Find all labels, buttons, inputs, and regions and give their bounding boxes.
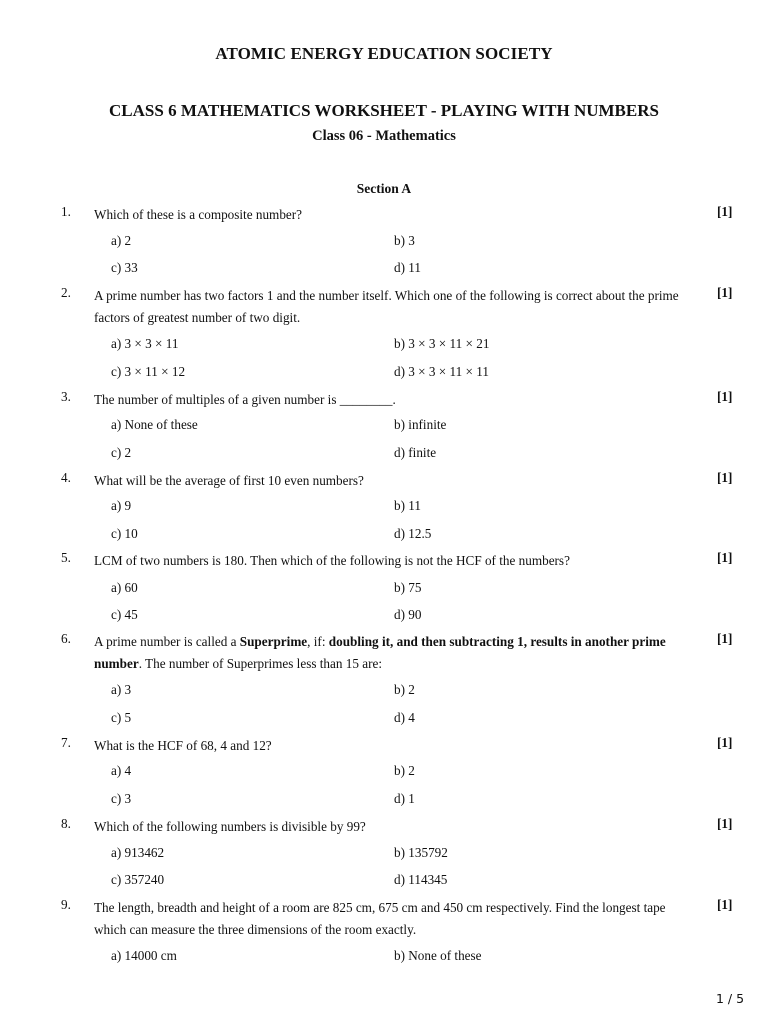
question-text: What is the HCF of 68, 4 and 12? <box>94 738 272 753</box>
option-d[interactable]: d) 11 <box>394 260 421 275</box>
worksheet-title: CLASS 6 MATHEMATICS WORKSHEET - PLAYING WITH NUMBERS <box>109 101 659 120</box>
option-b[interactable]: b) 75 <box>394 580 422 595</box>
option-d[interactable]: d) 4 <box>394 710 415 725</box>
option-a[interactable]: a) 3 <box>111 682 132 697</box>
option-b[interactable]: b) infinite <box>394 417 447 432</box>
page-number: 1 / 5 <box>716 991 745 1006</box>
option-a[interactable]: a) 60 <box>111 580 138 595</box>
option-b[interactable]: b) 2 <box>394 763 415 778</box>
option-b[interactable]: b) 3 × 3 × 11 × 21 <box>394 336 490 351</box>
question-marks: [1] <box>717 204 733 219</box>
question-text: LCM of two numbers is 180. Then which of the following is not the HCF of the numbers? <box>94 553 570 568</box>
question-number: 9. <box>61 897 71 912</box>
question-marks: [1] <box>717 470 733 485</box>
question-marks: [1] <box>717 816 733 831</box>
question-marks: [1] <box>717 897 733 912</box>
option-a[interactable]: a) 913462 <box>111 845 165 860</box>
question-text: What will be the average of first 10 even numbers? <box>94 473 364 488</box>
question-number: 1. <box>61 204 71 219</box>
option-c[interactable]: c) 45 <box>111 607 138 622</box>
option-a[interactable]: a) 3 × 3 × 11 <box>111 336 179 351</box>
question-text-line-2: factors of greatest number of two digit. <box>94 310 301 325</box>
question-text <box>94 631 700 675</box>
definition-text-end: number <box>94 656 139 671</box>
question-number: 2. <box>61 285 71 300</box>
option-b[interactable]: b) 11 <box>394 498 421 513</box>
question-text-part: . The number of Superprimes less than 15 are: <box>138 656 383 671</box>
question-marks: [1] <box>717 550 733 565</box>
term-superprime: Superprime <box>239 634 308 649</box>
option-d[interactable]: d) finite <box>394 445 437 460</box>
question-text-line-1: A prime number has two factors 1 and the number itself. Which one of the following is correct about the prime <box>94 288 679 303</box>
question-text <box>94 285 700 329</box>
question-marks: [1] <box>717 389 733 404</box>
question-text-line-2: which can measure the three dimensions of the room exactly. <box>94 922 417 937</box>
question-marks: [1] <box>717 735 733 750</box>
option-b[interactable]: b) 2 <box>394 682 415 697</box>
option-c[interactable]: c) 3 × 11 × 12 <box>111 364 186 379</box>
section-heading: Section A <box>356 181 412 196</box>
option-b[interactable]: b) None of these <box>394 948 482 963</box>
question-text: Which of the following numbers is divisible by 99? <box>94 819 366 834</box>
question-number: 3. <box>61 389 71 404</box>
option-b[interactable]: b) 135792 <box>394 845 448 860</box>
question-text: The number of multiples of a given number is ________. <box>94 392 396 407</box>
question-number: 6. <box>61 631 71 646</box>
question-marks: [1] <box>717 631 733 646</box>
option-b[interactable]: b) 3 <box>394 233 415 248</box>
option-d[interactable]: d) 114345 <box>394 872 448 887</box>
option-c[interactable]: c) 33 <box>111 260 138 275</box>
option-d[interactable]: d) 90 <box>394 607 422 622</box>
question-text <box>94 897 700 941</box>
option-c[interactable]: c) 10 <box>111 526 138 541</box>
option-d[interactable]: d) 12.5 <box>394 526 432 541</box>
option-a[interactable]: a) None of these <box>111 417 198 432</box>
question-text: Which of these is a composite number? <box>94 207 303 222</box>
organization-heading: ATOMIC ENERGY EDUCATION SOCIETY <box>215 44 553 63</box>
question-number: 8. <box>61 816 71 831</box>
option-a[interactable]: a) 9 <box>111 498 132 513</box>
option-c[interactable]: c) 2 <box>111 445 132 460</box>
question-text-line-1: The length, breadth and height of a room are 825 cm, 675 cm and 450 cm respectively. Find the longest tape <box>94 900 666 915</box>
question-text-part: , if: <box>307 634 329 649</box>
question-number: 7. <box>61 735 71 750</box>
option-d[interactable]: d) 3 × 3 × 11 × 11 <box>394 364 489 379</box>
question-number: 5. <box>61 550 71 565</box>
question-marks: [1] <box>717 285 733 300</box>
worksheet-subtitle: Class 06 - Mathematics <box>312 128 456 144</box>
option-a[interactable]: a) 2 <box>111 233 132 248</box>
option-c[interactable]: c) 5 <box>111 710 132 725</box>
option-d[interactable]: d) 1 <box>394 791 415 806</box>
definition-text: doubling it, and then subtracting 1, results in another prime <box>328 634 666 649</box>
question-number: 4. <box>61 470 71 485</box>
question-text-part: A prime number is called a <box>94 634 240 649</box>
option-a[interactable]: a) 14000 cm <box>111 948 177 963</box>
option-c[interactable]: c) 3 <box>111 791 132 806</box>
option-c[interactable]: c) 357240 <box>111 872 165 887</box>
option-a[interactable]: a) 4 <box>111 763 132 778</box>
